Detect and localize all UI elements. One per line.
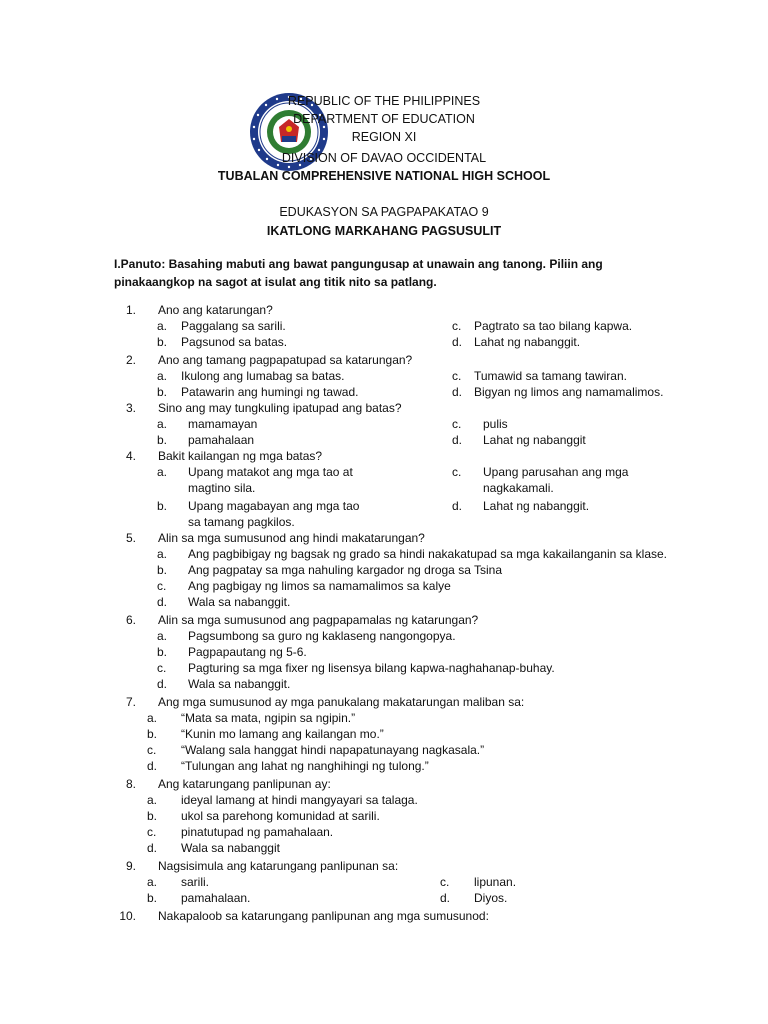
option-text: Pagpapautang ng 5-6. [188, 645, 307, 659]
option-letter: c. [452, 369, 462, 383]
option-letter: c. [157, 579, 167, 593]
header-department: DEPARTMENT OF EDUCATION [293, 112, 475, 126]
subject-title: EDUKASYON SA PAGPAPAKATAO 9 [279, 205, 489, 219]
question-number: 3. [125, 401, 136, 415]
option-letter: a. [157, 547, 168, 561]
option-text: Paggalang sa sarili. [181, 319, 286, 333]
option-text: Patawarin ang humingi ng tawad. [181, 385, 359, 399]
option-text: Ang pagbibigay ng bagsak ng grado sa hindi nakakatupad sa mga kakailanganin sa klase. [188, 547, 668, 561]
question-text: Ang mga sumusunod ay mga panukalang makatarungan maliban sa: [158, 695, 525, 709]
option-text: Wala sa nabanggit. [188, 677, 291, 691]
option-text: Tumawid sa tamang tawiran. [474, 369, 627, 383]
header-division: DIVISION OF DAVAO OCCIDENTAL [281, 151, 487, 165]
option-text: Ikulong ang lumabag sa batas. [181, 369, 345, 383]
option-text-continued: nagkakamali. [483, 481, 554, 495]
option-letter: a. [157, 417, 168, 431]
option-text: ideyal lamang at hindi mangyayari sa talaga. [181, 793, 418, 807]
option-letter: b. [157, 499, 168, 513]
question-number: 8. [125, 777, 136, 791]
option-text: Ang pagpatay sa mga nahuling kargador ng droga sa Tsina [188, 563, 502, 577]
option-letter: c. [147, 743, 157, 757]
option-text: Upang magabayan ang mga tao [188, 499, 360, 513]
question-number: 6. [125, 613, 136, 627]
option-letter: c. [157, 661, 167, 675]
question-number: 4. [125, 449, 136, 463]
option-letter: d. [157, 677, 168, 691]
option-text: Pagturing sa mga fixer ng lisensya bilang kapwa-naghahanap-buhay. [188, 661, 555, 675]
option-text: Pagtrato sa tao bilang kapwa. [474, 319, 633, 333]
option-letter: c. [452, 417, 462, 431]
question-number: 7. [125, 695, 136, 709]
option-letter: b. [147, 891, 158, 905]
option-letter: a. [157, 319, 168, 333]
option-text: Lahat ng nabanggit [483, 433, 586, 447]
option-text: Ang pagbigay ng limos sa namamalimos sa kalye [188, 579, 451, 593]
option-text: Diyos. [474, 891, 508, 905]
option-letter: b. [147, 727, 158, 741]
question-text: Nakapaloob sa katarungang panlipunan ang mga sumusunod: [158, 909, 489, 923]
option-text: Lahat ng nabanggit. [483, 499, 590, 513]
option-letter: c. [147, 825, 157, 839]
option-text: sarili. [181, 875, 210, 889]
option-letter: a. [157, 369, 168, 383]
question-text: Nagsisimula ang katarungang panlipunan sa: [158, 859, 399, 873]
exam-title: IKATLONG MARKAHANG PAGSUSULIT [266, 224, 502, 238]
option-letter: d. [147, 841, 158, 855]
option-letter: b. [147, 809, 158, 823]
option-letter: c. [440, 875, 450, 889]
option-text: “Tulungan ang lahat ng nanghihingi ng tulong.” [181, 759, 429, 773]
question-text: Ang katarungang panlipunan ay: [158, 777, 331, 791]
option-letter: d. [440, 891, 451, 905]
option-letter: a. [157, 629, 168, 643]
question-number: 1. [125, 303, 136, 317]
option-letter: b. [157, 433, 168, 447]
option-text: lipunan. [474, 875, 517, 889]
option-letter: b. [157, 385, 168, 399]
option-letter: d. [452, 335, 463, 349]
question-text: Alin sa mga sumusunod ang pagpapamalas ng katarungan? [158, 613, 479, 627]
option-text-continued: magtino sila. [188, 481, 256, 495]
option-text: Pagsumbong sa guro ng kaklaseng nangongopya. [188, 629, 456, 643]
option-text: Wala sa nabanggit [181, 841, 280, 855]
question-text: Ano ang tamang pagpapatupad sa katarungan? [158, 353, 413, 367]
option-text: pinatutupad ng pamahalaan. [181, 825, 334, 839]
option-text: “Mata sa mata, ngipin sa ngipin.” [181, 711, 356, 725]
question-text: Ano ang katarungan? [158, 303, 273, 317]
question-text: Sino ang may tungkuling ipatupad ang batas? [158, 401, 402, 415]
option-text: Lahat ng nabanggit. [474, 335, 581, 349]
option-text: pamahalaan. [181, 891, 251, 905]
school-name: TUBALAN COMPREHENSIVE NATIONAL HIGH SCHOOL [217, 169, 551, 183]
option-text: “Kunin mo lamang ang kailangan mo.” [181, 727, 384, 741]
option-letter: d. [452, 385, 463, 399]
question-number: 2. [125, 353, 136, 367]
option-text: Bigyan ng limos ang namamalimos. [474, 385, 664, 399]
question-text: Alin sa mga sumusunod ang hindi makatarungan? [158, 531, 425, 545]
option-letter: b. [157, 563, 168, 577]
question-number: 5. [125, 531, 136, 545]
question-number: 9. [125, 859, 136, 873]
instructions: I.Panuto: Basahing mabuti ang bawat pangungusap at unawain ang tanong. Piliin ang pinakaangkop na sagot at isulat ang titik nito sa patlang. [114, 257, 603, 289]
option-letter: c. [452, 465, 462, 479]
option-letter: a. [147, 711, 158, 725]
option-text: ukol sa parehong komunidad at sarili. [181, 809, 380, 823]
option-text: “Walang sala hanggat hindi napapatunayang nagkasala.” [181, 743, 485, 757]
option-letter: b. [157, 645, 168, 659]
option-text: pamahalaan [188, 433, 255, 447]
option-text: Upang matakot ang mga tao at [188, 465, 353, 479]
option-letter: a. [147, 793, 158, 807]
option-text: mamamayan [188, 417, 258, 431]
option-text-continued: sa tamang pagkilos. [188, 515, 295, 529]
header-republic: REPUBLIC OF THE PHILIPPINES [287, 94, 481, 108]
option-letter: b. [157, 335, 168, 349]
option-text: pulis [483, 417, 508, 431]
header-region: REGION XI [351, 130, 417, 144]
question-number: 10. [119, 909, 136, 923]
option-text: Upang parusahan ang mga [483, 465, 629, 479]
option-letter: c. [452, 319, 462, 333]
option-letter: d. [157, 595, 168, 609]
option-letter: a. [157, 465, 168, 479]
option-letter: d. [452, 499, 463, 513]
option-letter: d. [147, 759, 158, 773]
option-text: Pagsunod sa batas. [181, 335, 288, 349]
option-letter: d. [452, 433, 463, 447]
option-letter: a. [147, 875, 158, 889]
question-text: Bakit kailangan ng mga batas? [158, 449, 323, 463]
option-text: Wala sa nabanggit. [188, 595, 291, 609]
